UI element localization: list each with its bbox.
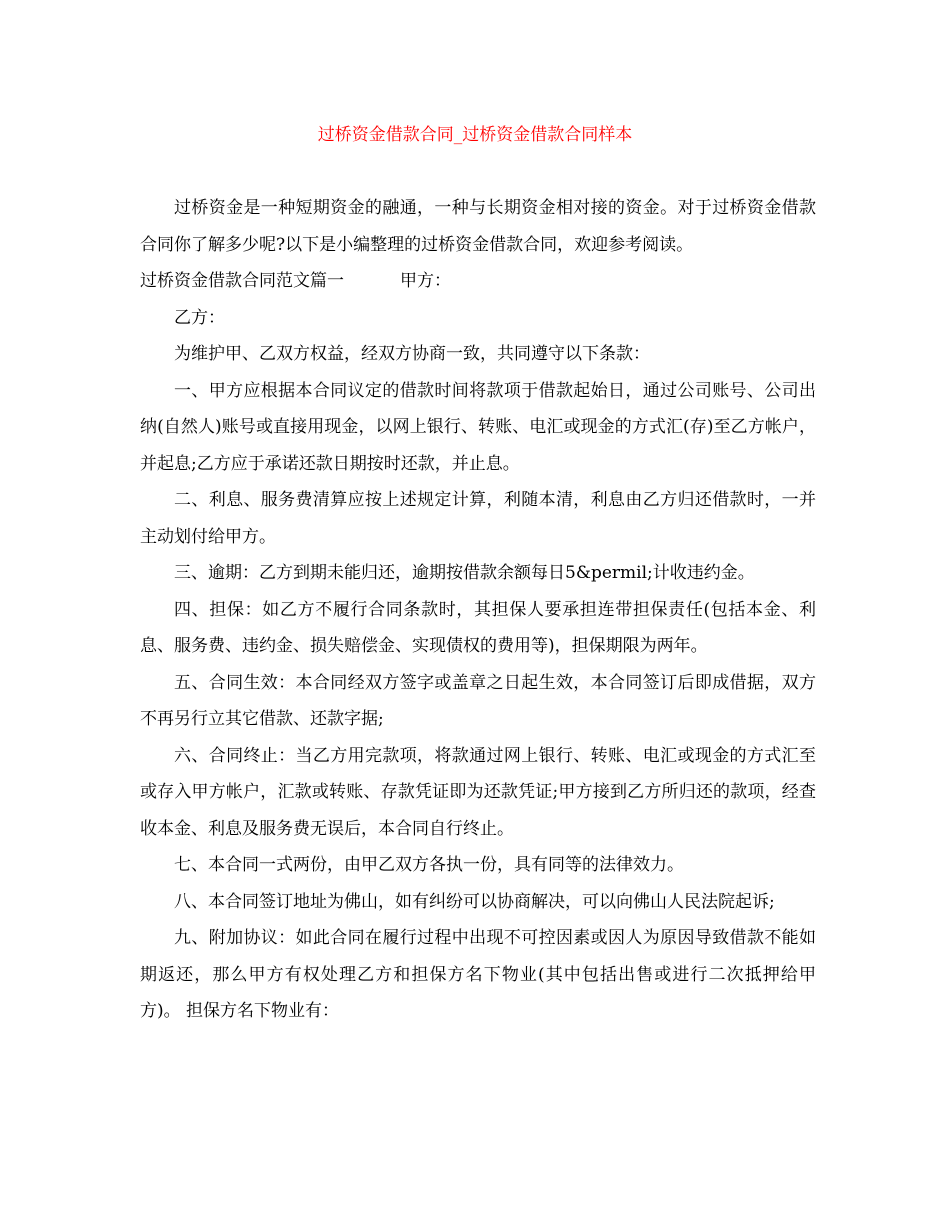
clause-2: 二、利息、服务费清算应按上述规定计算，利随本清，利息由乙方归还借款时，一并主动划付给甲方。 (140, 490, 816, 547)
sample-heading-line (140, 263, 816, 300)
clause-6: 六、合同终止：当乙方用完款项，将款通过网上银行、转账、电汇或现金的方式汇至或存入甲方帐户，汇款或转账、存款凭证即为还款凭证;甲方接到乙方所归还的款项，经查收本金、利息及服务费无误后，本合同自行终止。 (140, 745, 816, 839)
document-title: 过桥资金借款合同_过桥资金借款合同样本 (317, 125, 633, 145)
party-a-label: 甲方： (400, 271, 451, 291)
clause-5: 五、合同生效：本合同经双方签字或盖章之日起生效，本合同签订后即成借据，双方不再另行立其它借款、还款字据; (140, 672, 816, 729)
clause-3: 三、逾期：乙方到期未能归还，逾期按借款余额每日5&permil;计收违约金。 (174, 563, 755, 583)
preamble-paragraph: 为维护甲、乙双方权益，经双方协商一致，共同遵守以下条款： (174, 344, 650, 364)
document-body (140, 190, 816, 1030)
clause-7: 七、本合同一式两份，由甲乙双方各执一份，具有同等的法律效力。 (174, 855, 684, 875)
clause-8: 八、本合同签订地址为佛山，如有纠纷可以协商解决，可以向佛山人民法院起诉; (174, 891, 775, 912)
party-b-label: 乙方： (174, 307, 225, 328)
clause-9: 九、附加协议：如此合同在履行过程中出现不可控因素或因人为原因导致借款不能如期返还，那么甲方有权处理乙方和担保方名下物业(其中包括出售或进行二次抵押给甲方)。 担保方名下物业有： (140, 928, 816, 1021)
intro-paragraph: 过桥资金是一种短期资金的融通，一种与长期资金相对接的资金。对于过桥资金借款合同你了解多少呢?以下是小编整理的过桥资金借款合同，欢迎参考阅读。 (140, 198, 816, 255)
clause-1: 一、甲方应根据本合同议定的借款时间将款项于借款起始日，通过公司账号、公司出纳(自然人)账号或直接用现金，以网上银行、转账、电汇或现金的方式汇(存)至乙方帐户，并起息;乙方应于承诺还款日期按时还款，并止息。 (140, 380, 816, 474)
sample-heading: 过桥资金借款合同范文篇一 (140, 271, 344, 291)
clause-4: 四、担保：如乙方不履行合同条款时，其担保人要承担连带担保责任(包括本金、利息、服务费、违约金、损失赔偿金、实现债权的费用等)，担保期限为两年。 (140, 599, 816, 656)
